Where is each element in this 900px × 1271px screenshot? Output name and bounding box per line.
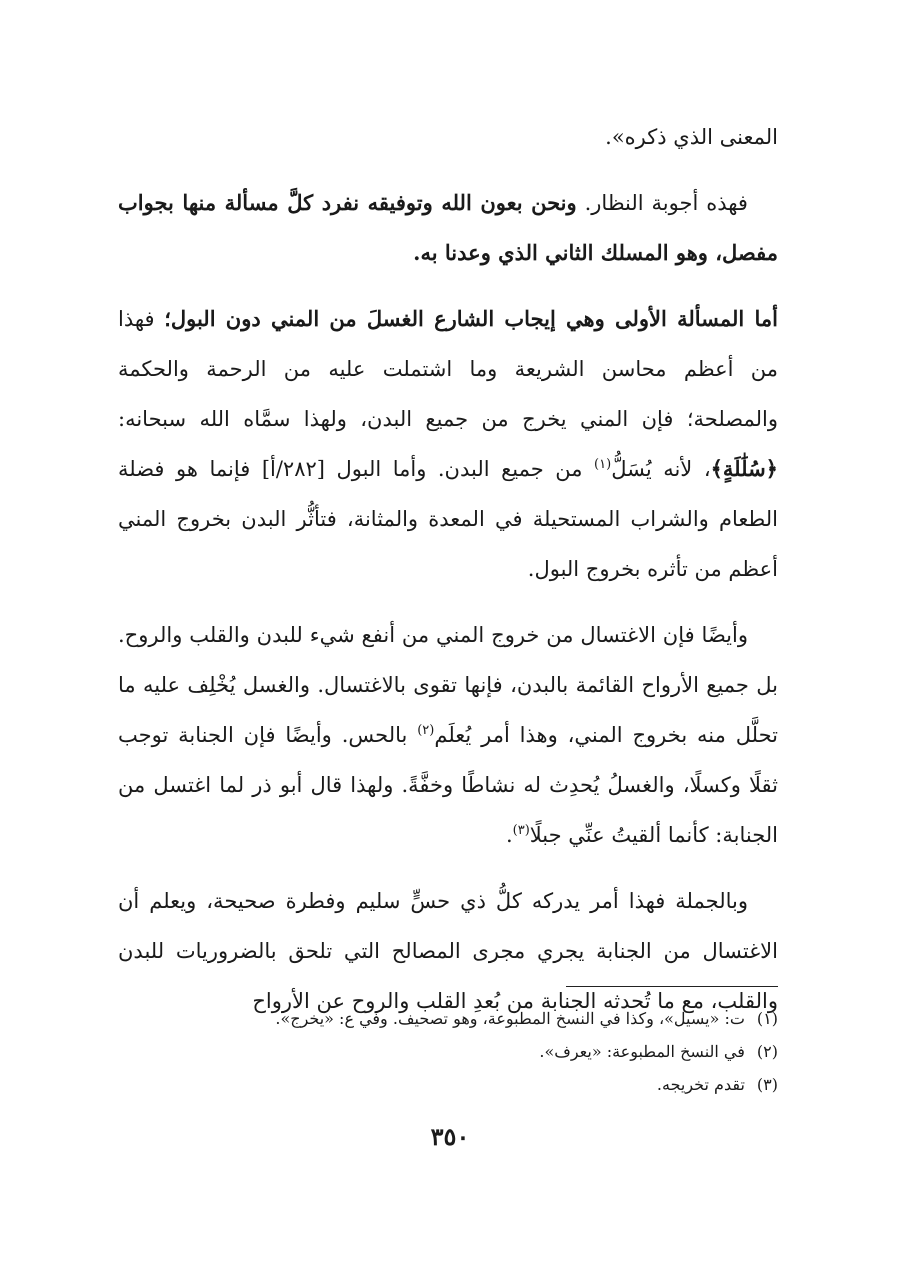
paragraph-4 [118,610,778,860]
page-body [118,112,778,1042]
footnote-1-text: ت: «يسيل»، وكذا في النسخ المطبوعة، وهو تصحيف. وفي ع: «يخرج». [275,1009,745,1028]
footnote-2-text: في النسخ المطبوعة: «يعرف». [539,1042,745,1061]
footnote-3 [158,1068,778,1101]
paragraph-5: وبالجملة فهذا أمر يدركه كلُّ ذي حسٍّ سليم وفطرة صحيحة، ويعلم أن الاغتسال من الجنابة يجري مجرى المصالح التي تلحق بالضروريات للبدن والقلب، مع ما تُحدثه الجنابة من بُعدِ القلب والروح عن الأرواح [118,889,778,1013]
section-heading: أما المسألة الأولى وهي إيجاب الشارع الغسلَ من المني دون البول؛ [164,306,778,331]
paragraph-2-lead: فهذه أجوبة النظار. [576,191,748,215]
footnote-ref-3[interactable]: (٣) [512,823,530,838]
paragraph-3 [118,294,778,594]
footnote-ref-2[interactable]: (٢) [417,723,435,738]
page-number: ٣٥٠ [430,1122,470,1151]
footnote-1 [158,1002,778,1035]
footnote-2-number: (٢) [756,1042,778,1061]
paragraph-2 [118,178,778,278]
footnote-2 [158,1035,778,1068]
footnote-divider [566,986,778,987]
paragraph-4-text-b: بالحس. وأيضًا فإن الجنابة توجب ثقلًا وكسلًا، والغسلُ يُحدِث له نشاطًا وخفَّةً. ولهذا قال أبو ذر لما اغتسل من الجنابة: كأنما ألقيتُ عنِّي جبلًا [118,723,778,847]
footnotes [158,1002,778,1101]
footnote-1-number: (١) [756,1009,778,1028]
paragraph-3-text-c: من جميع البدن. وأما البول [٢٨٢/أ] فإنما هو فضلة الطعام والشراب المستحيلة في المعدة والمثانة، فتأثُّر البدن بخروج المني أعظم من تأثره بخروج البول. [118,457,778,581]
paragraph-3-text-b: ، لأنه يُسَلُّ [611,457,711,481]
footnote-3-number: (٣) [756,1075,778,1094]
paragraph-3-text-a: فهذا من أعظم محاسن الشريعة وما اشتملت عليه من الرحمة والحكمة والمصلحة؛ فإن المني يخرج من جميع البدن، ولهذا سمَّاه الله سبحانه: [118,307,779,431]
quran-quote: ﴿سُلَٰلَةٍ﴾ [710,456,778,481]
footnote-ref-1[interactable]: (١) [594,457,612,472]
paragraph-2-bold: ونحن بعون الله وتوفيقه نفرد كلَّ مسألة منها بجواب مفصل، وهو المسلك الثاني الذي وعدنا به. [118,190,778,265]
paragraph-4-text-c: . [505,823,513,847]
footnote-3-text: تقدم تخريجه. [656,1075,745,1094]
paragraph-1: المعنى الذي ذكره». [605,125,778,149]
paragraph-4-text-a: وأيضًا فإن الاغتسال من خروج المني من أنفع شيء للبدن والقلب والروح. بل جميع الأرواح القائمة بالبدن، فإنها تقوى بالاغتسال. والغسل يُخْلِف عليه ما تحلَّل منه بخروج المني، وهذا أمر يُعلَم [118,623,779,747]
